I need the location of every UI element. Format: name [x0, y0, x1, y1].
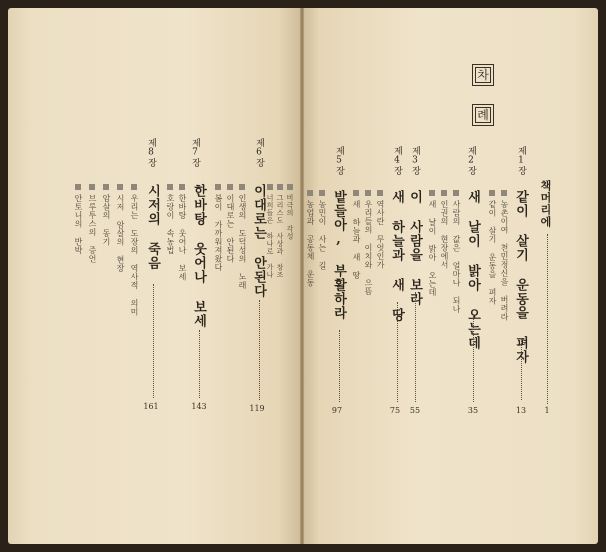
bullet-square-icon [501, 190, 507, 196]
preface-title[interactable]: 책머리에 [539, 180, 552, 228]
chapter-title[interactable]: 새 날이 밝아 오는데 [465, 190, 480, 350]
subsection-item[interactable] [88, 184, 96, 263]
leader-dots [415, 292, 416, 402]
subsection-label: 그리스도 사상과 창조 [276, 194, 284, 279]
subsection-label: 안토니의 반박 [74, 194, 83, 255]
toc-heading-char: 차 [477, 68, 489, 82]
subsection-item[interactable] [306, 190, 314, 287]
chapter-page-number: 13 [515, 406, 527, 415]
subsection-label: 우리는 도장의 역사적 의미 [130, 194, 139, 316]
preface-page-number: 1 [544, 406, 550, 415]
chapter-title[interactable]: 이대로는 안된다 [251, 184, 266, 298]
subsection-item[interactable] [488, 190, 496, 305]
toc-heading-box [472, 64, 494, 86]
subsection-item[interactable] [286, 184, 293, 240]
subsection-item[interactable] [500, 190, 508, 321]
subsection-item[interactable] [318, 190, 326, 270]
bullet-square-icon [89, 184, 95, 190]
chapter-label: 제8장 [146, 138, 156, 168]
leader-dots [397, 302, 398, 402]
chapter-page-number: 55 [409, 406, 421, 415]
chapter-title[interactable]: 새 하늘과 새 땅 [389, 190, 404, 322]
subsection-label: 시저 암살의 현장 [116, 194, 125, 273]
subsection-label: 한바탕 웃어나 보세 [178, 194, 187, 281]
subsection-label: 이대로는 안된다 [226, 194, 235, 263]
chapter-label: 제3장 [410, 146, 420, 176]
subsection-label: 암살의 동기 [102, 194, 111, 246]
bullet-square-icon [117, 184, 123, 190]
leader-dots [547, 234, 548, 404]
subsection-item[interactable] [276, 184, 283, 279]
subsection-label: 인생의 도덕성의 노래 [238, 194, 247, 290]
chapter-label: 제6장 [254, 138, 264, 168]
bullet-square-icon [267, 184, 273, 190]
toc-heading-box [472, 104, 494, 126]
subsection-label: 사람의 값은 얼마나 되나 [452, 200, 461, 314]
subsection-item[interactable] [238, 184, 246, 290]
chapter-page-number: 161 [143, 402, 159, 411]
subsection-item[interactable] [130, 184, 138, 316]
chapter-page-number: 143 [191, 402, 207, 411]
leader-dots [153, 284, 154, 398]
right-page [302, 8, 598, 544]
subsection-label: 새 날이 밝아 오는데 [428, 200, 437, 297]
chapter-page-number: 97 [331, 406, 343, 415]
subsection-label: 우리들의 이치와 으뜸 [364, 200, 373, 296]
subsection-label: 역사란 무엇인가 [376, 200, 385, 269]
subsection-item[interactable] [428, 190, 436, 297]
subsection-label: 호랑이 속농법 [166, 194, 175, 255]
subsection-item[interactable] [178, 184, 186, 281]
subsection-label: 농업과 공동체 운동 [306, 200, 315, 287]
subsection-label: 새 하늘과 새 땅 [352, 200, 361, 280]
subsection-item[interactable] [376, 190, 384, 269]
bullet-square-icon [489, 190, 495, 196]
bullet-square-icon [287, 184, 293, 190]
book-gutter [300, 8, 304, 544]
leader-dots [259, 300, 260, 400]
leader-dots [339, 330, 340, 402]
toc-heading-char: 례 [477, 108, 489, 122]
subsection-item[interactable] [74, 184, 82, 255]
bullet-square-icon [441, 190, 447, 196]
subsection-item[interactable] [440, 190, 448, 269]
subsection-item[interactable] [214, 184, 222, 272]
chapter-label: 제1장 [516, 146, 526, 176]
subsection-item[interactable] [116, 184, 124, 273]
bullet-square-icon [307, 190, 313, 196]
chapter-label: 제7장 [190, 138, 200, 168]
bullet-square-icon [179, 184, 185, 190]
subsection-label: 농민이 사는 길 [318, 200, 327, 270]
subsection-item[interactable] [226, 184, 234, 263]
chapter-title[interactable]: 시저의 죽음 [145, 184, 160, 270]
subsection-label: 브루투스의 증언 [88, 194, 97, 263]
subsection-item[interactable] [102, 184, 110, 246]
bullet-square-icon [319, 190, 325, 196]
chapter-page-number: 119 [249, 404, 265, 413]
bullet-square-icon [277, 184, 283, 190]
chapter-page-number: 75 [389, 406, 401, 415]
chapter-title[interactable]: 이 사람을 보라 [407, 190, 422, 306]
bullet-square-icon [453, 190, 459, 196]
chapter-title[interactable]: 밭들아, 부활하라 [331, 190, 346, 320]
bullet-square-icon [365, 190, 371, 196]
chapter-label: 제2장 [466, 146, 476, 176]
subsection-item[interactable] [352, 190, 360, 280]
bullet-square-icon [75, 184, 81, 190]
bullet-square-icon [377, 190, 383, 196]
chapter-title[interactable]: 같이 살기 운동을 펴자 [513, 190, 528, 364]
chapter-title[interactable]: 한바탕 웃어나 보세 [191, 184, 206, 328]
subsection-item[interactable] [166, 184, 174, 255]
subsection-item[interactable] [266, 184, 273, 279]
chapter-label: 제5장 [334, 146, 344, 176]
subsection-label: 인권의 현장에서 [440, 200, 449, 269]
bullet-square-icon [131, 184, 137, 190]
bullet-square-icon [167, 184, 173, 190]
leader-dots [473, 316, 474, 402]
chapter-page-number: 35 [467, 406, 479, 415]
subsection-label: 농촌이여 천민정신을 버려라 [500, 200, 509, 321]
subsection-label: 비극의 각성 [286, 194, 294, 240]
subsection-label: 봄이 가까워져왔다 [214, 194, 223, 272]
chapter-label: 제4장 [392, 146, 402, 176]
bullet-square-icon [227, 184, 233, 190]
leader-dots [199, 330, 200, 398]
bullet-square-icon [353, 190, 359, 196]
subsection-item[interactable] [364, 190, 372, 296]
subsection-label: 너희들은 하나로 가나 [266, 194, 274, 279]
subsection-item[interactable] [452, 190, 460, 314]
bullet-square-icon [103, 184, 109, 190]
leader-dots [521, 338, 522, 400]
bullet-square-icon [429, 190, 435, 196]
bullet-square-icon [239, 184, 245, 190]
bullet-square-icon [215, 184, 221, 190]
subsection-label: 같이 살기 운동을 펴자 [488, 200, 497, 305]
